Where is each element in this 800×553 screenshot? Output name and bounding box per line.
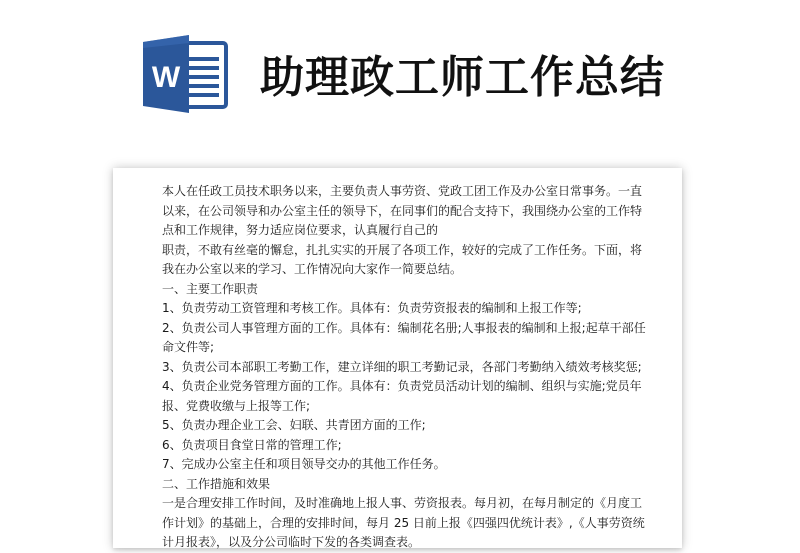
list-item: 5、负责办理企业工会、妇联、共青团方面的工作; [162,418,426,432]
list-item: 4、负责企业党务管理方面的工作。具体有：负责党员活动计划的编制、组织与实施;党员年 [162,379,642,393]
list-item-continuation: 报、党费收缴与上报等工作; [162,398,311,413]
body-line: 作计划》的基础上，合理的安排时间，每月 25 日前上报《四强四优统计表》,《人事劳资统 [162,515,645,530]
body-line: 本人在任政工员技术职务以来，主要负责人事劳资、党政工团工作及办公室日常事务。一直 [162,184,643,198]
word-icon-letter: W [151,61,181,94]
list-item: 6、负责项目食堂日常的管理工作; [162,437,342,452]
document-title: 助理政工师工作总结 [260,52,665,103]
document-body [162,182,646,553]
section-heading: 二、工作措施和效果 [162,476,271,491]
list-item-continuation: 命文件等; [162,340,215,354]
list-item: 3、负责公司本部职工考勤工作，建立详细的职工考勤记录，各部门考勤纳入绩效考核奖惩; [162,359,642,374]
body-line: 以来，在公司领导和办公室主任的领导下，在同事们的配合支持下，我围绕办公室的工作特 [162,203,643,218]
body-line: 点和工作规律，努力适应岗位要求，认真履行自己的 [162,223,439,237]
body-line: 一是合理安排工作时间，及时准确地上报人事、劳资报表。每月初，在每月制定的《月度工 [162,496,643,510]
body-line: 计月报表》，以及分公司临时下发的各类调查表。 [162,535,421,549]
section-heading: 一、主要工作职责 [162,281,259,296]
word-document-icon [141,34,230,114]
body-line: 我在办公室以来的学习、工作情况向大家作一简要总结。 [162,262,463,276]
list-item: 2、负责公司人事管理方面的工作。具体有：编制花名册;人事报表的编制和上报;起草干部任 [162,320,646,335]
document-sheet [113,168,682,548]
list-item: 7、完成办公室主任和项目领导交办的其他工作任务。 [162,457,446,471]
list-item: 1、负责劳动工资管理和考核工作。具体有：负责劳资报表的编制和上报工作等; [162,301,582,315]
body-line: 职责，不敢有丝毫的懈怠，扎扎实实的开展了各项工作，较好的完成了工作任务。下面，将 [162,242,643,257]
